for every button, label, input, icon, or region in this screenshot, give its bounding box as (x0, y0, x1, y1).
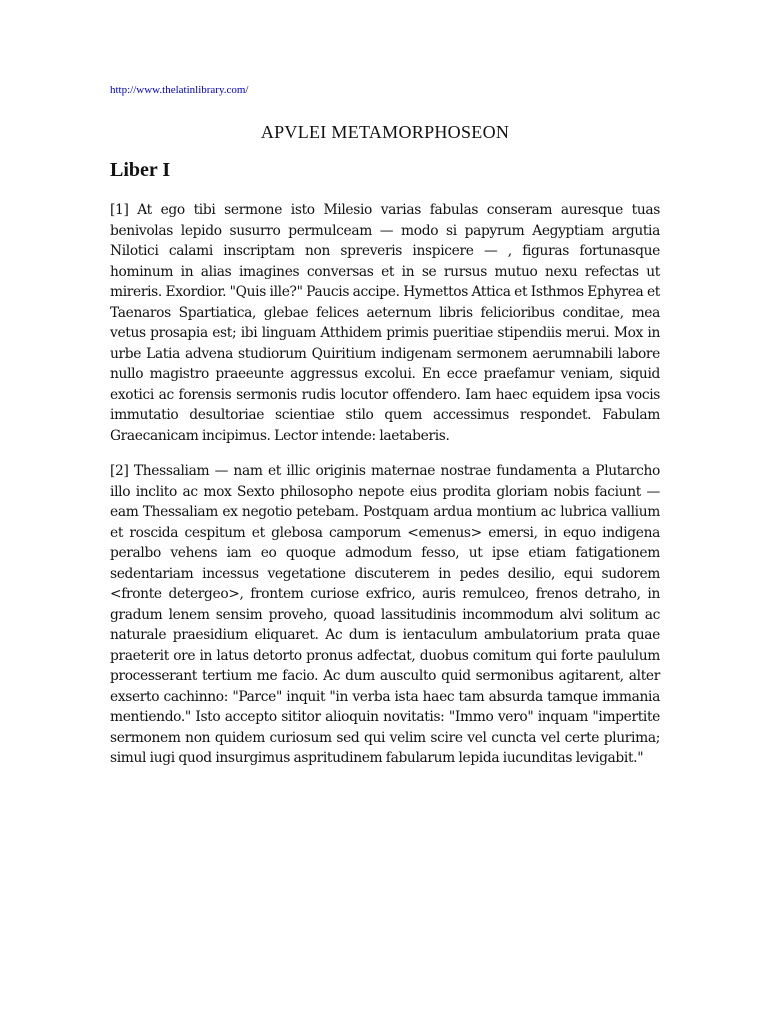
paragraph-2: [2] Thessaliam — nam et illic originis maternae nostrae fundamenta a Plutarcho illo inclito ac mox Sexto philosopho nepote eius prodita gloriam nobis faciunt — eam Thessaliam ex negotio petebam. Postquam ardua montium ac lubrica vallium et roscida cespitum et glebosa camporum <emenus> emersi, in equo indigena peralbo vehens iam eo quoque admodum fesso, ut ipse etiam fatigationem sedentariam incessus vegetatione discuterem in pedes desilio, equi sudorem <fronte detergeo>, frontem curiose exfrico, auris remulceo, frenos detraho, in gradum lenem sensim proveho, quoad lassitudinis incommodum alvi solitum ac naturale praesidium eliquaret. Ac dum is ientaculum ambulatorium prata quae praeterit ore in latus detorto pronus adfectat, duobus comitum qui forte paululum processerant tertium me facio. Ac dum ausculto quid sermonibus agitarent, alter exserto cachinno: "Parce" inquit "in verba ista haec tam absurda tamque immania mentiendo." Isto accepto sititor alioquin novitatis: "Immo vero" inquam "impertite sermonem non quidem curiosum sed qui velim scire vel cuncta vel certe plurima; simul iugi quod insurgimus aspritudinem fabularum lepida iucunditas levigabit." (110, 463, 660, 766)
source-link[interactable]: http://www.thelatinlibrary.com/ (110, 84, 249, 96)
paragraph-1: [1] At ego tibi sermone isto Milesio varias fabulas conseram auresque tuas benivolas lepido susurro permulceam — modo si papyrum Aegyptiam argutia Nilotici calami inscriptam non spreveris inspicere — , figuras fortunasque hominum in alias imagines conversas et in se rursus mutuo nexu refectas ut mireris. Exordior. "Quis ille?" Paucis accipe. Hymettos Attica et Isthmos Ephyrea et Taenaros Spartiatica, glebae felices aeternum libris felicioribus conditae, mea vetus prosapia est; ibi linguam Atthidem primis pueritiae stipendiis merui. Mox in urbe Latia advena studiorum Quiritium indigenam sermonem aerumnabili labore nullo magistro praeeunte aggressus excolui. En ecce praefamur veniam, siquid exotici ac forensis sermonis rudis locutor offendero. Iam haec equidem ipsa vocis immutatio desultoriae scientiae stilo quem accessimus respondet. Fabulam Graecanicam incipimus. Lector intende: laetaberis. (110, 202, 660, 444)
book-title: Liber I (110, 159, 171, 181)
document-page (110, 84, 660, 784)
work-title: APVLEI METAMORPHOSEON (260, 122, 510, 142)
